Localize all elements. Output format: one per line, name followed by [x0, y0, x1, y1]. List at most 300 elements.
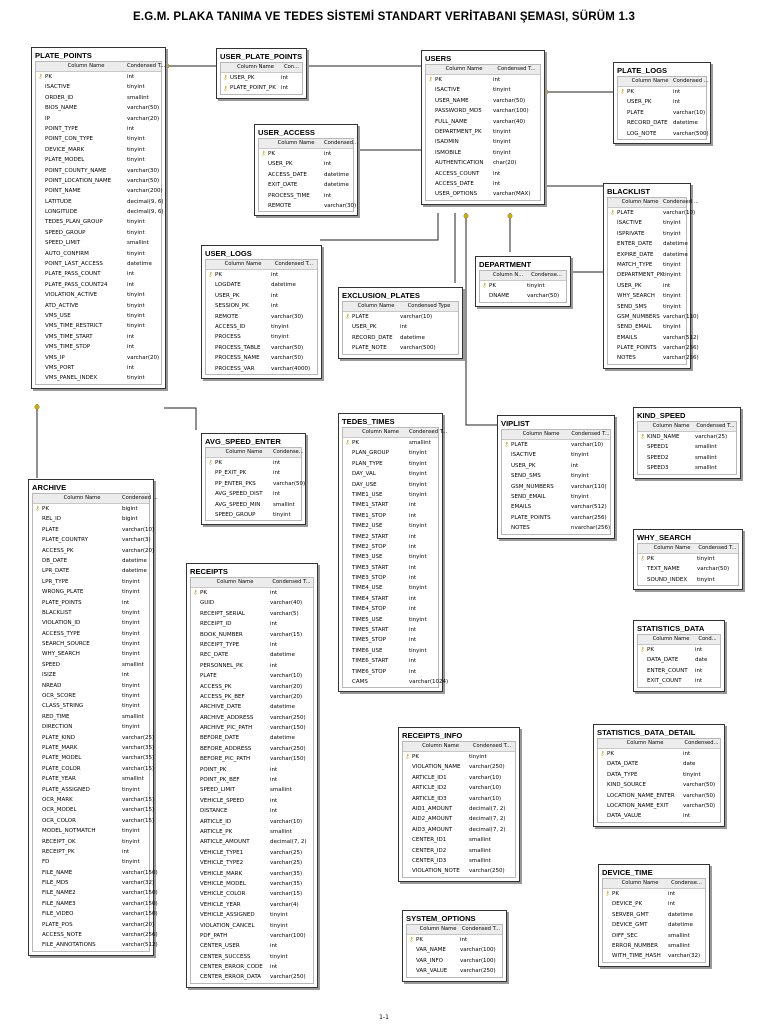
table-row[interactable] [608, 333, 699, 343]
table-row[interactable] [426, 96, 540, 106]
table-row[interactable] [259, 191, 353, 201]
table-row[interactable] [191, 806, 313, 816]
table-row[interactable] [33, 888, 158, 898]
table-row[interactable] [33, 701, 149, 711]
table-receipts[interactable] [186, 563, 318, 988]
table-exclusion-plates[interactable] [338, 287, 463, 359]
table-statistics-data-detail[interactable] [593, 724, 725, 827]
table-row[interactable] [33, 753, 155, 763]
table-row[interactable] [403, 773, 515, 783]
table-row[interactable] [403, 846, 515, 856]
table-row[interactable] [191, 817, 313, 827]
table-row[interactable] [191, 598, 313, 608]
table-row[interactable] [191, 671, 313, 681]
table-name: RECEIPTS_INFO [402, 731, 463, 740]
table-row[interactable] [407, 956, 502, 966]
table-row[interactable] [343, 677, 449, 687]
table-row[interactable] [33, 847, 149, 857]
table-row[interactable] [638, 564, 738, 574]
table-row[interactable] [206, 301, 317, 311]
table-row[interactable] [206, 479, 306, 489]
table-row[interactable] [259, 180, 353, 190]
table-plate-logs[interactable] [613, 62, 711, 144]
table-row[interactable] [191, 921, 313, 931]
table-row[interactable] [191, 962, 313, 972]
table-row[interactable] [598, 791, 720, 801]
table-row[interactable] [191, 785, 313, 795]
table-row[interactable] [608, 239, 686, 249]
table-row[interactable] [191, 931, 313, 941]
table-row[interactable] [426, 179, 540, 189]
table-row[interactable] [206, 270, 317, 280]
table-row[interactable] [343, 322, 458, 332]
table-plate-points[interactable] [31, 47, 166, 389]
table-row[interactable] [259, 170, 353, 180]
table-row[interactable] [638, 453, 736, 463]
table-row[interactable] [343, 469, 438, 479]
table-row[interactable] [36, 114, 161, 124]
table-blacklist[interactable] [603, 183, 699, 369]
table-row[interactable] [343, 583, 438, 593]
table-row[interactable] [191, 837, 313, 847]
table-row[interactable] [343, 552, 438, 562]
table-row[interactable] [33, 785, 149, 795]
table-row[interactable] [191, 733, 313, 743]
table-row[interactable] [36, 373, 161, 383]
column-name: RECEIPT_PK [42, 848, 75, 855]
table-row[interactable] [191, 630, 313, 640]
table-row[interactable] [343, 312, 458, 322]
table-row[interactable] [343, 573, 438, 583]
table-row[interactable] [33, 722, 149, 732]
table-row[interactable] [608, 218, 686, 228]
table-row[interactable] [403, 804, 515, 814]
table-row[interactable] [36, 353, 161, 363]
table-row[interactable] [36, 82, 161, 92]
table-row[interactable] [33, 816, 155, 826]
table-row[interactable] [191, 744, 313, 754]
table-row[interactable] [36, 321, 161, 331]
table-row[interactable] [36, 166, 161, 176]
table-row[interactable] [603, 920, 705, 930]
table-row[interactable] [343, 604, 438, 614]
table-row[interactable] [426, 189, 540, 199]
table-row[interactable] [480, 291, 566, 301]
table-statistics-data[interactable] [633, 620, 725, 692]
table-row[interactable] [426, 75, 540, 85]
table-row[interactable] [638, 575, 738, 585]
column-type: tinyint [271, 323, 289, 330]
table-row[interactable] [191, 869, 313, 879]
table-row[interactable] [33, 826, 149, 836]
table-row[interactable] [191, 889, 313, 899]
table-row[interactable] [598, 749, 720, 759]
table-row[interactable] [206, 500, 301, 510]
table-row[interactable] [191, 619, 313, 629]
table-row[interactable] [36, 145, 161, 155]
table-row[interactable] [259, 201, 357, 211]
table-row[interactable] [343, 448, 438, 458]
table-row[interactable] [33, 587, 149, 597]
key-column-header [191, 578, 200, 587]
table-row[interactable] [426, 106, 540, 116]
table-row[interactable] [206, 322, 317, 332]
table-row[interactable] [191, 682, 313, 692]
table-row[interactable] [33, 608, 149, 618]
table-row[interactable] [33, 733, 155, 743]
table-row[interactable] [33, 525, 155, 535]
table-row[interactable] [480, 281, 566, 291]
column-type: int [409, 543, 417, 550]
table-row[interactable] [36, 155, 161, 165]
table-avg-speed-enter[interactable] [201, 433, 306, 525]
table-row[interactable] [608, 229, 686, 239]
table-row[interactable] [36, 259, 161, 269]
table-row[interactable] [221, 73, 302, 83]
table-row[interactable] [608, 281, 686, 291]
table-row[interactable] [33, 774, 149, 784]
column-grid [406, 924, 503, 978]
table-row[interactable] [343, 480, 438, 490]
table-row[interactable] [502, 471, 610, 481]
table-row[interactable] [502, 492, 610, 502]
column-type: varchar(256) [663, 355, 699, 362]
table-row[interactable] [221, 83, 302, 93]
table-row[interactable] [191, 858, 313, 868]
table-user-access[interactable] [254, 124, 358, 216]
table-row[interactable] [343, 615, 438, 625]
table-row[interactable] [33, 566, 149, 576]
table-row[interactable] [343, 490, 438, 500]
table-row[interactable] [191, 827, 313, 837]
table-row[interactable] [33, 930, 158, 940]
table-name: PLATE_LOGS [617, 66, 668, 75]
key-column-header [407, 925, 416, 934]
table-row[interactable] [33, 598, 149, 608]
table-row[interactable] [33, 868, 158, 878]
table-row[interactable] [191, 661, 313, 671]
table-row[interactable] [206, 291, 317, 301]
column-type: smallint [270, 787, 292, 794]
table-row[interactable] [343, 500, 438, 510]
column-name: EXIT_DATE [268, 182, 298, 189]
column-type: int [571, 462, 579, 469]
table-device-time[interactable] [598, 864, 710, 967]
table-row[interactable] [426, 117, 540, 127]
table-row[interactable] [403, 794, 515, 804]
table-row[interactable] [36, 134, 161, 144]
table-row[interactable] [343, 343, 458, 353]
table-row[interactable] [343, 511, 438, 521]
table-row[interactable] [191, 609, 313, 619]
table-row[interactable] [33, 556, 149, 566]
table-row[interactable] [403, 752, 515, 762]
table-row[interactable] [608, 208, 696, 218]
table-row[interactable] [608, 302, 686, 312]
column-type: varchar(30) [127, 167, 160, 174]
table-row[interactable] [403, 856, 515, 866]
table-row[interactable] [403, 814, 515, 824]
table-row[interactable] [36, 238, 161, 248]
table-row[interactable] [638, 666, 720, 676]
table-row[interactable] [638, 463, 736, 473]
column-type: varchar(150) [122, 869, 158, 876]
table-row[interactable] [206, 510, 301, 520]
table-row[interactable] [618, 118, 706, 128]
page-number: 1-1 [379, 1014, 389, 1021]
table-row[interactable] [36, 249, 161, 259]
table-row[interactable] [33, 535, 149, 545]
table-row[interactable] [608, 322, 686, 332]
table-row[interactable] [343, 532, 438, 542]
table-row[interactable] [426, 148, 540, 158]
table-row[interactable] [33, 577, 149, 587]
table-row[interactable] [33, 649, 149, 659]
table-row[interactable] [407, 945, 502, 955]
table-row[interactable] [36, 228, 161, 238]
table-department[interactable] [475, 256, 571, 307]
table-row[interactable] [33, 504, 149, 514]
table-row[interactable] [36, 342, 161, 352]
table-row[interactable] [608, 270, 686, 280]
column-type: varchar(50) [271, 355, 304, 362]
table-row[interactable] [36, 72, 161, 82]
table-row[interactable] [426, 85, 540, 95]
table-row[interactable] [36, 363, 161, 373]
table-row[interactable] [608, 291, 686, 301]
table-row[interactable] [33, 691, 149, 701]
table-row[interactable] [206, 280, 317, 290]
table-row[interactable] [33, 878, 155, 888]
table-row[interactable] [259, 149, 353, 159]
table-row[interactable] [33, 857, 149, 867]
table-row[interactable] [33, 670, 149, 680]
table-row[interactable] [403, 825, 515, 835]
table-row[interactable] [191, 588, 313, 598]
table-row[interactable] [191, 650, 313, 660]
table-row[interactable] [638, 554, 738, 564]
table-row[interactable] [343, 563, 438, 573]
table-row[interactable] [603, 889, 705, 899]
table-row[interactable] [343, 594, 438, 604]
table-row[interactable] [608, 260, 686, 270]
table-row[interactable] [343, 656, 438, 666]
column-name: RECEIPT_SERIAL [200, 610, 245, 617]
table-row[interactable] [191, 972, 313, 982]
column-name-header: Column Name [621, 880, 659, 886]
table-row[interactable] [608, 312, 699, 322]
table-row[interactable] [191, 640, 313, 650]
table-row[interactable] [33, 629, 149, 639]
table-row[interactable] [191, 900, 313, 910]
table-row[interactable] [407, 935, 502, 945]
table-archive[interactable] [28, 479, 158, 956]
table-row[interactable] [191, 796, 313, 806]
table-row[interactable] [33, 795, 155, 805]
table-system-options[interactable] [402, 910, 507, 982]
table-row[interactable] [36, 103, 161, 113]
table-row[interactable] [618, 87, 706, 97]
table-row[interactable] [618, 129, 709, 139]
table-row[interactable] [33, 837, 149, 847]
table-row[interactable] [33, 712, 149, 722]
column-type: varchar(10) [663, 210, 696, 216]
table-row[interactable] [191, 723, 313, 733]
table-row[interactable] [206, 489, 301, 499]
column-type: varchar(10) [673, 109, 706, 116]
table-users[interactable] [421, 50, 545, 205]
table-row[interactable] [33, 660, 149, 670]
table-row[interactable] [638, 655, 720, 665]
table-row[interactable] [618, 108, 706, 118]
table-row[interactable] [638, 442, 736, 452]
table-row[interactable] [33, 514, 149, 524]
table-row[interactable] [598, 759, 720, 769]
table-tedes-times[interactable] [338, 413, 449, 692]
table-row[interactable] [343, 459, 438, 469]
table-row[interactable] [638, 676, 720, 686]
table-row[interactable] [191, 775, 313, 785]
table-why-search[interactable] [633, 529, 743, 590]
table-row[interactable] [502, 450, 610, 460]
table-row[interactable] [603, 941, 705, 951]
table-row[interactable] [206, 343, 317, 353]
table-row[interactable] [36, 301, 161, 311]
table-row[interactable] [191, 702, 313, 712]
table-kind-speed[interactable] [633, 407, 741, 479]
table-row[interactable] [33, 805, 155, 815]
column-type: datetime [668, 922, 693, 929]
table-row[interactable] [36, 332, 161, 342]
table-row[interactable] [502, 513, 610, 523]
table-row[interactable] [33, 899, 158, 909]
table-row[interactable] [33, 743, 155, 753]
table-row[interactable] [426, 127, 540, 137]
table-user-plate-points[interactable] [216, 48, 307, 99]
table-row[interactable] [33, 764, 155, 774]
table-row[interactable] [603, 931, 705, 941]
table-row[interactable] [598, 770, 720, 780]
table-row[interactable] [598, 801, 720, 811]
table-row[interactable] [206, 332, 317, 342]
table-row[interactable] [502, 523, 610, 533]
table-name: TEDES_TIMES [342, 417, 395, 426]
table-row[interactable] [598, 811, 720, 821]
table-row[interactable] [343, 667, 438, 677]
table-row[interactable] [191, 848, 313, 858]
table-row[interactable] [36, 217, 161, 227]
table-row[interactable] [502, 482, 610, 492]
table-row[interactable] [191, 910, 313, 920]
column-name: TIME4_START [352, 595, 389, 602]
table-row[interactable] [426, 158, 540, 168]
table-row[interactable] [603, 910, 705, 920]
table-row[interactable] [502, 502, 610, 512]
table-row[interactable] [343, 521, 438, 531]
table-row[interactable] [403, 835, 515, 845]
table-row[interactable] [502, 440, 610, 450]
table-row[interactable] [36, 269, 161, 279]
table-row[interactable] [36, 311, 161, 321]
column-type: varchar(25) [270, 860, 303, 867]
table-row[interactable] [608, 250, 686, 260]
table-row[interactable] [33, 546, 155, 556]
table-row[interactable] [191, 952, 313, 962]
table-row[interactable] [33, 909, 158, 919]
table-receipts-info[interactable] [398, 727, 520, 882]
table-row[interactable] [36, 93, 161, 103]
table-row[interactable] [191, 713, 313, 723]
table-row[interactable] [343, 635, 438, 645]
table-row[interactable] [36, 207, 164, 217]
table-row[interactable] [33, 618, 149, 628]
table-row[interactable] [259, 159, 353, 169]
table-row[interactable] [426, 169, 540, 179]
table-row[interactable] [33, 920, 155, 930]
column-name: AVG_SPEED_DIST [215, 491, 263, 498]
table-row[interactable] [191, 692, 313, 702]
table-row[interactable] [638, 645, 720, 655]
table-row[interactable] [36, 186, 161, 196]
column-name: TIME3_STOP [352, 575, 386, 582]
table-row[interactable] [598, 780, 720, 790]
column-type: varchar(20) [122, 547, 155, 554]
table-row[interactable] [603, 899, 705, 909]
table-row[interactable] [403, 783, 515, 793]
table-row[interactable] [343, 542, 438, 552]
table-row[interactable] [343, 333, 458, 343]
table-row[interactable] [608, 343, 699, 353]
table-row[interactable] [206, 458, 301, 468]
table-row[interactable] [36, 197, 164, 207]
table-row[interactable] [191, 879, 313, 889]
table-row[interactable] [191, 941, 313, 951]
column-name: TIME4_STOP [352, 606, 386, 613]
column-type: varchar(100) [270, 932, 306, 939]
table-row[interactable] [343, 438, 438, 448]
table-row[interactable] [33, 639, 149, 649]
column-name: AID2_AMOUNT [412, 816, 453, 823]
table-row[interactable] [502, 461, 610, 471]
column-name: TIME1_STOP [352, 512, 386, 519]
table-row[interactable] [426, 137, 540, 147]
table-row[interactable] [33, 681, 149, 691]
table-row[interactable] [191, 754, 313, 764]
table-row[interactable] [603, 951, 705, 961]
table-row[interactable] [618, 97, 706, 107]
table-row[interactable] [206, 353, 317, 363]
table-row[interactable] [403, 762, 515, 772]
table-row[interactable] [36, 176, 161, 186]
table-row[interactable] [343, 625, 438, 635]
table-row[interactable] [206, 468, 301, 478]
table-row[interactable] [407, 966, 502, 976]
table-row[interactable] [33, 940, 158, 950]
table-row[interactable] [403, 866, 515, 876]
table-row[interactable] [608, 353, 699, 363]
table-row[interactable] [206, 312, 317, 322]
table-viplist[interactable] [497, 415, 615, 539]
table-row[interactable] [638, 432, 736, 442]
table-row[interactable] [36, 280, 161, 290]
table-row[interactable] [36, 290, 161, 300]
table-row[interactable] [206, 364, 317, 374]
table-row[interactable] [36, 124, 161, 134]
table-row[interactable] [191, 765, 313, 775]
table-row[interactable] [343, 646, 438, 656]
table-user-logs[interactable] [201, 245, 322, 379]
column-type: varchar(500) [400, 345, 436, 352]
